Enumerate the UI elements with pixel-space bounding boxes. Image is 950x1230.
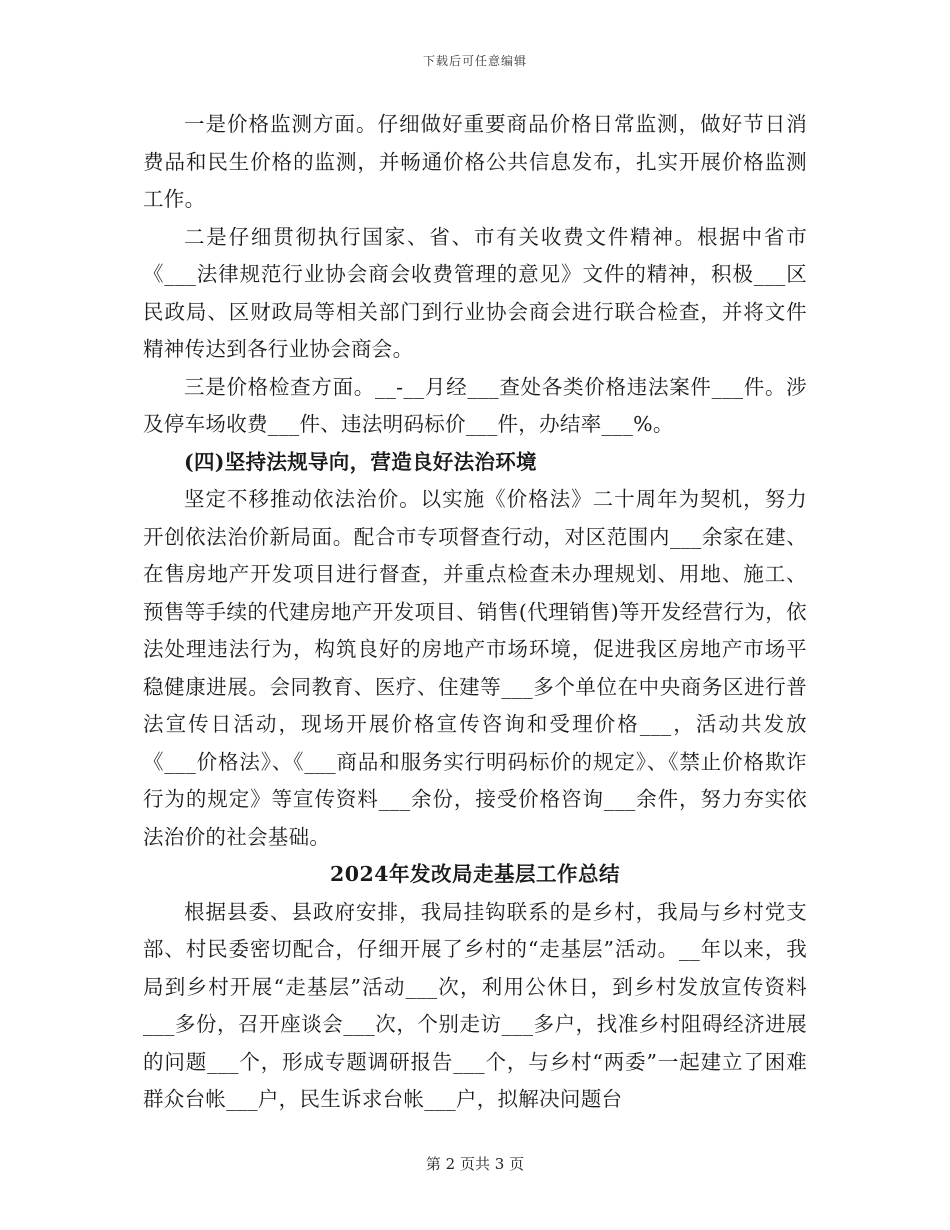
- section-heading-rule-of-law: (四)坚持法规导向，营造良好法治环境: [184, 449, 537, 474]
- paragraph-rule-of-law: 坚定不移推动依法治价。以实施《价格法》二十周年为契机，努力开创依法治价新局面。配合市专项督查行动，对区范围内___余家在建、在售房地产开发项目进行督查，并重点检查未办理规划、用地、施工、预售等手续的代建房地产开发项目、销售(代理销售)等开发经营行为，依法处理违法行为，构筑良好的房地产市场环境，促进我区房地产市场平稳健康进展。会同教育、医疗、住建等___多个单位在中央商务区进行普法宣传日活动，现场开展价格宣传咨询和受理价格___，活动共发放《___价格法》、《___商品和服务实行明码标价的规定》、《禁止价格欺诈行为的规定》等宣传资料___余份，接受价格咨询___余件，努力夯实依法治价的社会基础。: [143, 487, 807, 849]
- document-body: [143, 106, 807, 1119]
- document-title: 2024年发改局走基层工作总结: [329, 862, 621, 886]
- paragraph-price-monitoring: 一是价格监测方面。仔细做好重要商品价格日常监测，做好节日消费品和民生价格的监测，并畅通价格公共信息发布，扎实开展价格监测工作。: [143, 112, 807, 211]
- page-header-note: 下载后可任意编辑: [422, 54, 527, 68]
- page-number: 第 2 页共 3 页: [425, 1155, 525, 1173]
- paragraph-price-inspection: 三是价格检查方面。__-__月经___查处各类价格违法案件___件。涉及停车场收费___件、违法明码标价___件，办结率___%。: [143, 374, 807, 436]
- paragraph-fee-documents: 二是仔细贯彻执行国家、省、市有关收费文件精神。根据中省市《___法律规范行业协会商会收费管理的意见》文件的精神，积极___区民政局、区财政局等相关部门到行业协会商会进行联合检查，并将文件精神传达到各行业协会商会。: [143, 224, 807, 361]
- paragraph-grassroots: 根据县委、县政府安排，我局挂钩联系的是乡村，我局与乡村党支部、村民委密切配合，仔细开展了乡村的“走基层”活动。__年以来，我局到乡村开展“走基层”活动___次，利用公休日，到乡村发放宣传资料___多份，召开座谈会___次，个别走访___多户，找准乡村阻碍经济进展的问题___个，形成专题调研报告___个，与乡村“两委”一起建立了困难群众台帐___户，民生诉求台帐___户，拟解决问题台: [143, 899, 807, 1111]
